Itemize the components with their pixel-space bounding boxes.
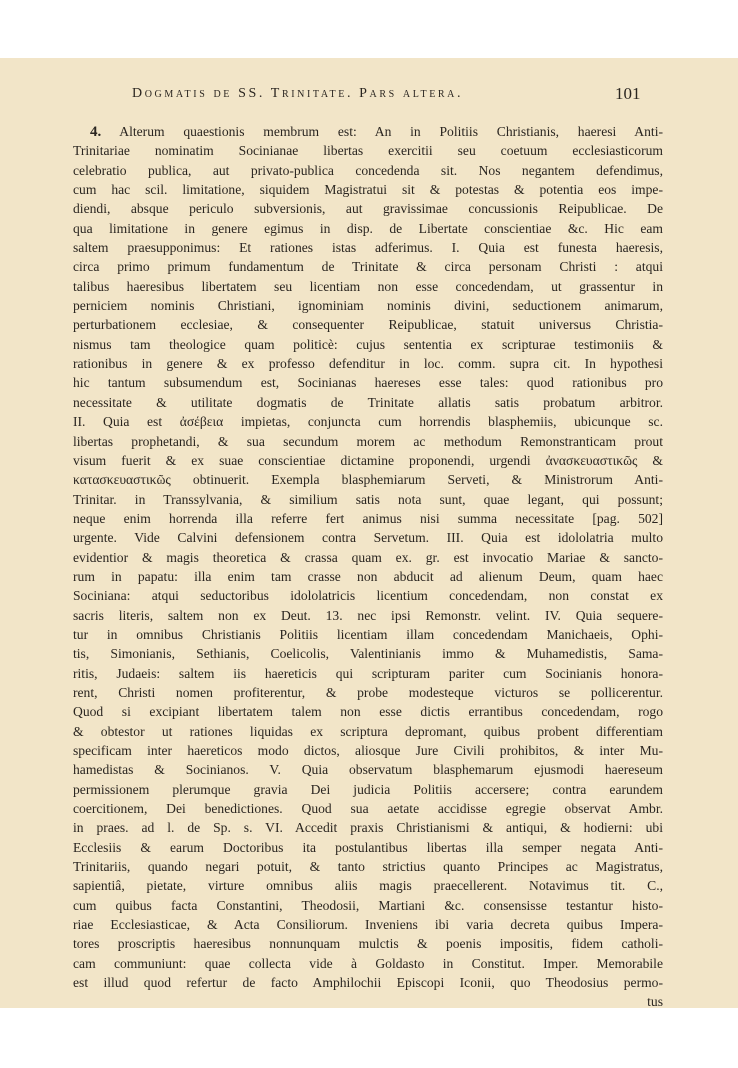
line-text: perturbationem ecclesiae, & consequenter Reipublicae, statuit universus Christia- <box>73 317 663 333</box>
text-line <box>73 528 663 547</box>
text-line <box>73 664 663 683</box>
line-text: evidentior & magis theoretica & crassa quam ex. gr. est invocatio Mariae & sancto- <box>73 549 663 565</box>
line-text: hamedistas & Socinianos. V. Quia observatum blasphemarum ejusmodi haereseum <box>73 762 663 778</box>
text-line <box>73 915 663 934</box>
line-text: permissionem plerumque gravia Dei judicia Politiis accersere; contra earundem <box>73 781 663 797</box>
line-text: II. Quia est ἀσέβεια impietas, conjuncta cum horrendis blasphemiis, ubicunque sc. <box>73 414 663 430</box>
text-line <box>73 509 663 528</box>
text-line <box>73 354 663 373</box>
text-line <box>73 451 663 470</box>
line-text: tis, Simonianis, Sethianis, Coelicolis, Valentinianis immo & Muhamedistis, Sama- <box>73 646 663 662</box>
line-text: diendi, absque periculo subversionis, aut gravissimae concussionis Reipublicae. De <box>73 201 663 217</box>
line-text: Quod si excipiant libertatem talem non esse dictis errantibus concedendam, rogo <box>73 704 663 720</box>
page-number: 101 <box>615 84 641 103</box>
line-text: celebratio publica, aut privato-publica concedenda sit. Nos negantem defendimus, <box>73 162 663 178</box>
text-line <box>73 470 663 489</box>
text-line <box>73 818 663 837</box>
line-text: visum fuerit & ex suae conscientiae dictamine proponendi, urgendi ἀνασκευαστικῶς & <box>73 452 663 468</box>
text-line <box>73 741 663 760</box>
text-line <box>73 954 663 973</box>
main-text-block <box>73 122 663 1012</box>
text-line <box>73 219 663 238</box>
text-line <box>73 567 663 586</box>
line-text: specificam inter haereticos modo dictos, aliosque Jure Civili prohibitos, & inter Mu- <box>73 743 663 758</box>
line-text: Alterum quaestionis membrum est: An in Politiis Christianis, haeresi Anti- <box>119 124 664 139</box>
line-text: talibus haeresibus libertatem seu licentiam non esse concedendam, ut grassentur in <box>73 278 663 294</box>
line-text: ritis, Judaeis: saltem iis haereticis qui scripturam pariter cum Socinianis honora- <box>73 665 663 681</box>
text-line <box>73 857 663 876</box>
text-line <box>73 432 663 451</box>
line-text: Sociniana: atqui seductoribus idololatricis licentium concedendam, non constat ex <box>73 588 663 604</box>
text-line <box>73 780 663 799</box>
text-line <box>73 199 663 218</box>
line-text: rationibus in genere & ex professo defenditur in loc. comm. supra cit. In hypothesi <box>73 356 663 372</box>
text-line <box>73 180 663 199</box>
line-text: sapientiâ, pietate, virture omnibus aliis magis praecellerent. Notavimus tit. C., <box>73 878 663 894</box>
text-line <box>73 973 663 992</box>
line-text: perniciem nominis Christiani, ignominiam nominis divini, seductionem animarum, <box>73 298 663 314</box>
paragraph-number: 4. <box>90 124 102 140</box>
text-line <box>73 799 663 818</box>
line-text: necessitate & utilitate dogmatis de Trinitate allatis satis probatum arbitror. <box>73 394 663 410</box>
text-line <box>73 586 663 605</box>
text-line <box>73 122 663 141</box>
running-title: Dogmatis de SS. Trinitate. Pars altera. <box>132 86 464 101</box>
text-line <box>73 876 663 895</box>
line-text: cum hac scil. limitatione, siquidem Magistratui sit & potestas & potentia eos impe- <box>73 182 663 198</box>
text-line <box>73 238 663 257</box>
line-text: coercitionem, Dei benedictiones. Quod sua aetate accidisse egregie observat Ambr. <box>73 801 663 817</box>
catchword: tus <box>647 994 663 1010</box>
line-text: Trinitariae nominatim Socinianae libertas exercitii seu coetuum ecclesiasticorum <box>73 143 663 159</box>
line-text: cum quibus facta Constantini, Theodosii, Martiani &c. consensisse testantur histo- <box>73 897 663 913</box>
line-text: hic tantum subsumendum est, Socinianas haereses esse tales: quod rationibus pro <box>73 375 663 391</box>
text-line <box>73 393 663 412</box>
text-line <box>73 277 663 296</box>
line-text: Trinitar. in Transsylvania, & similium satis nota sunt, quae legant, qui possunt; <box>73 491 663 507</box>
text-line <box>73 606 663 625</box>
line-text: tur in omnibus Christianis Politiis licentiam illam concedendam Manichaeis, Ophi- <box>73 626 663 642</box>
page-header <box>0 86 738 108</box>
text-line <box>73 760 663 779</box>
line-text: circa primo primum fundamentum de Trinitate & circa personam Christi : atqui <box>73 259 663 275</box>
text-line <box>73 644 663 663</box>
text-line <box>73 490 663 509</box>
line-text: nismus tam theologice quam politicè: cujus sententia ex scripturae testimoniis & <box>73 336 663 352</box>
text-line <box>73 838 663 857</box>
line-text: qua limitatione in genere egimus in disp. de Libertate conscientiae &c. Hic eam <box>73 220 663 236</box>
line-text: Trinitariis, quando negari potuit, & tanto strictius quanto Principes ac Magistratus, <box>73 859 663 875</box>
line-text: neque enim horrenda illa referre fert animus nisi summa necessitate [pag. 502] <box>73 510 663 526</box>
line-text: rent, Christi nomen profiterentur, & probe modesteque victuros se pollicerentur. <box>73 684 663 700</box>
text-line <box>73 141 663 160</box>
line-text: saltem praesupponimus: Et rationes istas adferimus. I. Quia est funesta haeresis, <box>73 240 663 256</box>
line-text: est illud quod refertur de facto Amphilochii Episcopi Iconii, quo Theodosius permo- <box>73 975 663 991</box>
text-line <box>73 161 663 180</box>
text-line <box>73 896 663 915</box>
line-text: κατασκευαστικῶς obtinuerit. Exempla blasphemiarum Serveti, & Ministrorum Anti- <box>73 472 663 488</box>
text-line <box>73 412 663 431</box>
line-text: riae Ecclesiasticae, & Acta Consiliorum. Inveniens ibi varia decreta quibus Impera- <box>73 917 663 933</box>
text-line <box>73 934 663 953</box>
text-line <box>73 315 663 334</box>
text-line <box>73 625 663 644</box>
text-line <box>73 296 663 315</box>
line-text: in praes. ad l. de Sp. s. VI. Accedit praxis Christianismi & antiqui, & hodierni: ubi <box>73 820 663 836</box>
manuscript-page <box>0 58 738 1008</box>
line-text: sacris literis, saltem non ex Deut. 13. nec ipsi Remonstr. velint. IV. Quia sequere- <box>73 607 663 623</box>
text-line <box>73 548 663 567</box>
line-text: & obtestor ut rationes liquidas ex scriptura depromant, quibus probent differentiam <box>73 723 663 739</box>
line-text: urgente. Vide Calvini defensionem contra Servetum. III. Quia est idololatria multo <box>73 530 663 546</box>
text-line <box>73 722 663 741</box>
text-line <box>73 683 663 702</box>
text-line <box>73 257 663 276</box>
text-line <box>73 335 663 354</box>
line-text: tores proscriptis haeresibus nonnunquam mulctis & poenis impositis, fidem catholi- <box>73 936 663 952</box>
text-line <box>73 702 663 721</box>
line-text: libertas prophetandi, & sua secundum morem ac methodum Remonstranticam prout <box>73 433 663 449</box>
line-text: cam communiunt: quae collecta vide à Goldasto in Constitut. Imper. Memorabile <box>73 955 663 971</box>
line-text: Ecclesiis & earum Doctoribus ita postulantibus libertas illa semper negata Anti- <box>73 839 663 855</box>
text-line <box>73 373 663 392</box>
line-text: rum in papatu: illa enim tam crasse non abducit ad alienum Deum, quam haec <box>73 568 663 584</box>
